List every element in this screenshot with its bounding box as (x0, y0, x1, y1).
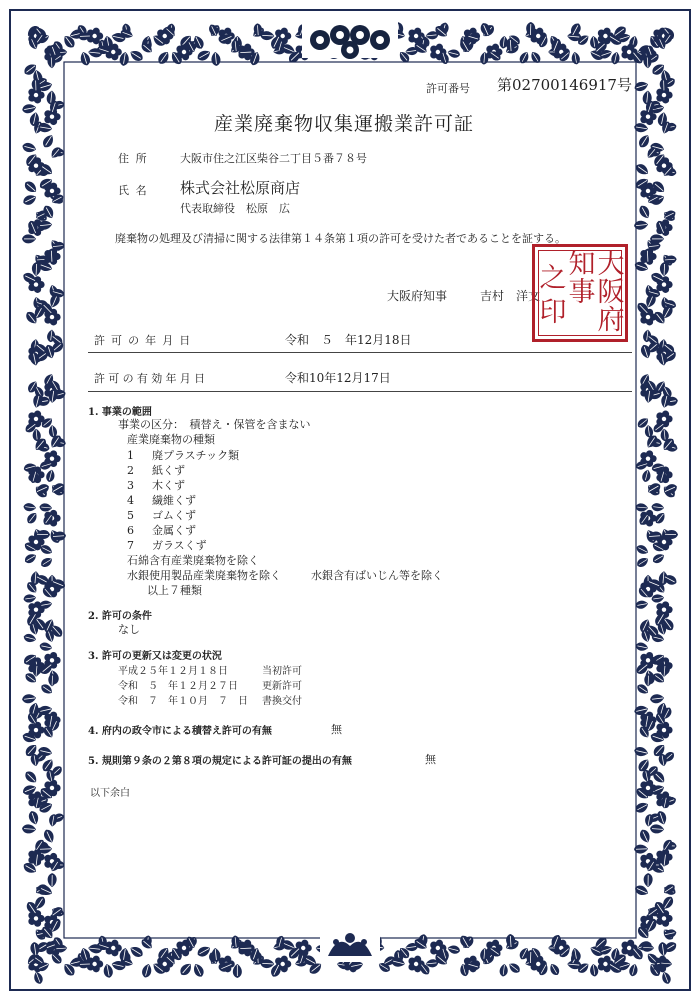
osaka-prefecture-emblem-icon (302, 18, 398, 59)
issuer-name: 吉村 洋文 (480, 289, 541, 303)
permit-date-label: 許可の年月日 (94, 334, 197, 347)
section4-value: 無 (331, 723, 342, 736)
issuer-title: 大阪府知事 (387, 289, 448, 303)
history-event: 当初許可 (262, 666, 302, 677)
list-item: 4 繊維くず (127, 494, 196, 507)
list-item: 7 ガラスくず (127, 539, 207, 552)
list-item: 1 廃プラスチック類 (127, 449, 240, 462)
page-title: 産業廃棄物収集運搬業許可証 (214, 113, 475, 135)
ornament-crest-icon (320, 932, 380, 962)
business-category: 事業の区分： 積替え・保管を含まない (118, 418, 311, 431)
section2-heading: 2. 許可の条件 (88, 611, 152, 622)
exclusion-mercury-products: 水銀使用製品産業廃棄物を除く (127, 569, 281, 582)
official-seal-stamp: 大 阪 府 知 事 之 印 (532, 244, 628, 342)
waste-type-total: 以上７種類 (147, 584, 202, 597)
history-event: 書換交付 (262, 696, 302, 707)
history-date: 令和 ５ 年１２月２７日 (118, 681, 238, 692)
permit-conditions-value: なし (118, 623, 140, 636)
list-item: 2 紙くず (127, 464, 185, 477)
section3-heading: 3. 許可の更新又は変更の状況 (88, 651, 222, 662)
divider (88, 352, 632, 353)
exclusion-asbestos: 石綿含有産業廃棄物を除く (127, 554, 259, 567)
history-event: 更新許可 (262, 681, 302, 692)
representative-name: 代表取締役 松原 広 (180, 202, 290, 215)
address-label: 住所 (118, 152, 154, 165)
permit-date-value: 令和 ５ 年12月18日 (285, 333, 412, 347)
exclusion-mercury-dust: 水銀含有ばいじん等を除く (311, 569, 443, 582)
history-date: 令和 ７ 年１０月 ７ 日 (118, 696, 248, 707)
address-value: 大阪市住之江区柴谷二丁目５番７８号 (180, 152, 367, 165)
name-label: 氏名 (118, 184, 154, 197)
waste-types-heading: 産業廃棄物の種類 (127, 433, 215, 446)
valid-until-value: 令和10年12月17日 (285, 371, 391, 385)
section5-value: 無 (425, 753, 436, 766)
valid-until-label: 許可の有効年月日 (94, 372, 209, 385)
list-item: 5 ゴムくず (127, 509, 196, 522)
closing-note: 以下余白 (90, 788, 130, 799)
permit-number: 第02700146917号 (497, 76, 632, 94)
section1-heading: 1. 事業の範囲 (88, 407, 152, 418)
section4-heading: 4. 府内の政令市による積替え許可の有無 (88, 726, 272, 737)
list-item: 3 木くず (127, 479, 185, 492)
list-item: 6 金属くず (127, 524, 196, 537)
section5-heading: 5. 規則第９条の２第８項の規定による許可証の提出の有無 (88, 756, 352, 767)
certification-text: 廃棄物の処理及び清掃に関する法律第１４条第１項の許可を受けた者であることを証する。 (115, 232, 566, 245)
history-date: 平成２５年１２月１８日 (118, 666, 228, 677)
permit-number-label: 許可番号 (426, 82, 470, 95)
company-name: 株式会社松原商店 (180, 179, 301, 197)
divider (88, 391, 632, 392)
